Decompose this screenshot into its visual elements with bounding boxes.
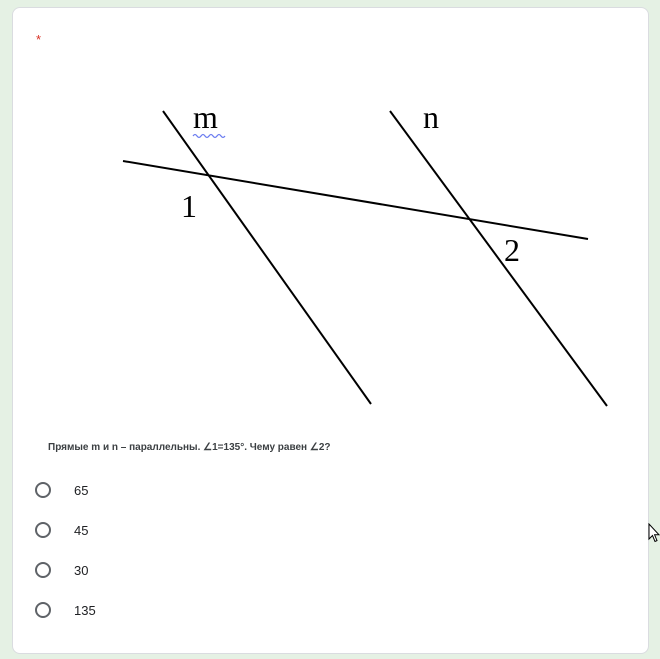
option-135[interactable] [35, 598, 96, 622]
option-45[interactable] [35, 518, 88, 542]
question-text: Прямые m и n – параллельны. ∠1=135°. Чему равен ∠2? [48, 442, 331, 453]
question-card [12, 7, 649, 654]
radio-button[interactable] [35, 522, 51, 538]
radio-button[interactable] [35, 482, 51, 498]
option-label: 30 [74, 562, 89, 578]
radio-button[interactable] [35, 562, 51, 578]
label-m: m [193, 99, 218, 135]
option-label: 65 [74, 482, 89, 498]
option-label: 135 [74, 602, 96, 618]
radio-button[interactable] [35, 602, 51, 618]
option-30[interactable] [35, 558, 88, 582]
label-angle-2: 2 [504, 232, 520, 268]
option-65[interactable] [35, 478, 88, 502]
option-label: 45 [74, 522, 89, 538]
label-angle-1: 1 [181, 188, 197, 224]
label-n: n [423, 99, 439, 135]
line-m [163, 111, 371, 404]
line-n [390, 111, 607, 406]
mouse-cursor-icon [648, 523, 660, 543]
geometry-figure [13, 8, 650, 428]
required-asterisk: * [36, 32, 42, 47]
